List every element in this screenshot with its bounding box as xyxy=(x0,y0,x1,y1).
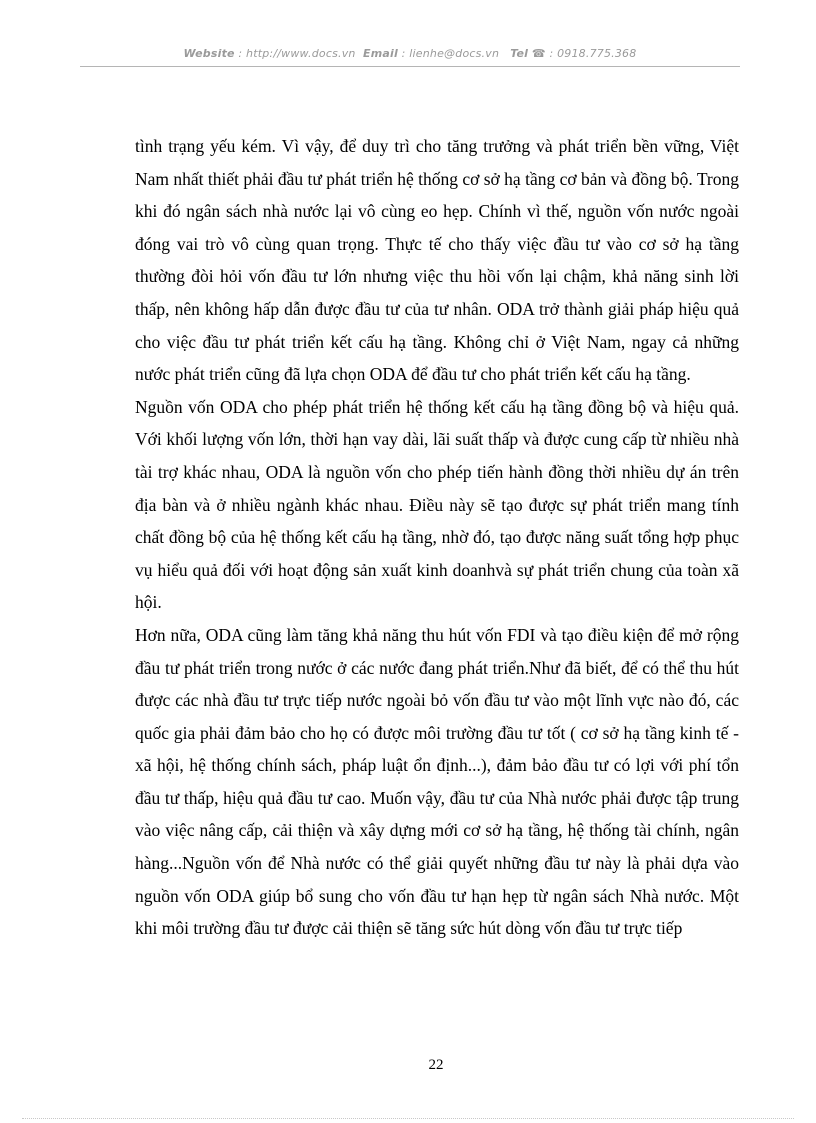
page-header xyxy=(80,47,740,60)
header-divider xyxy=(80,66,740,67)
website-link[interactable]: http://www.docs.vn xyxy=(246,47,356,60)
tel-value: 0918.775.368 xyxy=(557,47,637,60)
paragraph-1: tình trạng yếu kém. Vì vậy, để duy trì cho tăng trưởng và phát triển bền vững, Việt Nam nhất thiết phải đầu tư phát triển hệ thống cơ sở hạ tầng cơ bản và đồng bộ. Trong khi đó ngân sách nhà nước lại vô cùng eo hẹp. Chính vì thế, nguồn vốn nước ngoài đóng vai trò vô cùng quan trọng. Thực tế cho thấy việc đầu tư vào cơ sở hạ tầng thường đòi hỏi vốn đầu tư lớn nhưng việc thu hồi vốn lại chậm, khả năng sinh lời thấp, nên không hấp dẫn được đầu tư của tư nhân. ODA trở thành giải pháp hiệu quả cho việc đầu tư phát triển kết cấu hạ tầng. Không chỉ ở Việt Nam, ngay cả những nước phát triển cũng đã lựa chọn ODA để đầu tư cho phát triển kết cấu hạ tầng. xyxy=(135,136,739,385)
tel-label: Tel xyxy=(510,47,529,60)
email-link[interactable]: lienhe@docs.vn xyxy=(409,47,500,60)
tel-separator: : xyxy=(545,47,558,60)
website-separator: : xyxy=(234,47,247,60)
website-label: Website xyxy=(183,47,235,60)
document-body xyxy=(135,130,739,945)
paragraph-3: Hơn nữa, ODA cũng làm tăng khả năng thu hút vốn FDI và tạo điều kiện để mở rộng đầu tư phát triển trong nước ở các nước đang phát triển.Như đã biết, để có thể thu hút được các nhà đầu tư trực tiếp nước ngoài bỏ vốn đầu tư vào một lĩnh vực nào đó, các quốc gia phải đảm bảo cho họ có được môi trường đầu tư tốt ( cơ sở hạ tầng kinh tế - xã hội, hệ thống chính sách, pháp luật ổn định...), đảm bảo đầu tư có lợi với phí tổn đầu tư thấp, hiệu quả đầu tư cao. Muốn vậy, đầu tư của Nhà nước phải được tập trung vào việc nâng cấp, cải thiện và xây dựng mới cơ sở hạ tầng, hệ thống tài chính, ngân hàng...Nguồn vốn để Nhà nước có thể giải quyết những đầu tư này là phải dựa vào nguồn vốn ODA giúp bổ sung cho vốn đầu tư hạn hẹp từ ngân sách Nhà nước. Một khi môi trường đầu tư được cải thiện sẽ tăng sức hút dòng vốn đầu tư trực tiếp xyxy=(135,624,739,939)
paragraph-2: Nguồn vốn ODA cho phép phát triển hệ thống kết cấu hạ tầng đồng bộ và hiệu quả. Với khối lượng vốn lớn, thời hạn vay dài, lãi suất thấp và được cung cấp từ nhiều nhà tài trợ khác nhau, ODA là nguồn vốn cho phép tiến hành đồng thời nhiều dự án trên địa bàn và ở nhiều ngành khác nhau. Điều này sẽ tạo được sự phát triển mang tính chất đồng bộ của hệ thống kết cấu hạ tầng, nhờ đó, tạo được năng suất tổng hợp phục vụ hiểu quả đối với hoạt động sản xuất kinh doanhvà sự phát triển chung của toàn xã hội. xyxy=(135,396,739,613)
footer-divider xyxy=(22,1118,794,1119)
page-number: 22 xyxy=(428,1057,444,1073)
email-separator: : xyxy=(397,47,410,60)
phone-icon: ☎ xyxy=(531,47,546,60)
email-label: Email xyxy=(363,47,398,60)
